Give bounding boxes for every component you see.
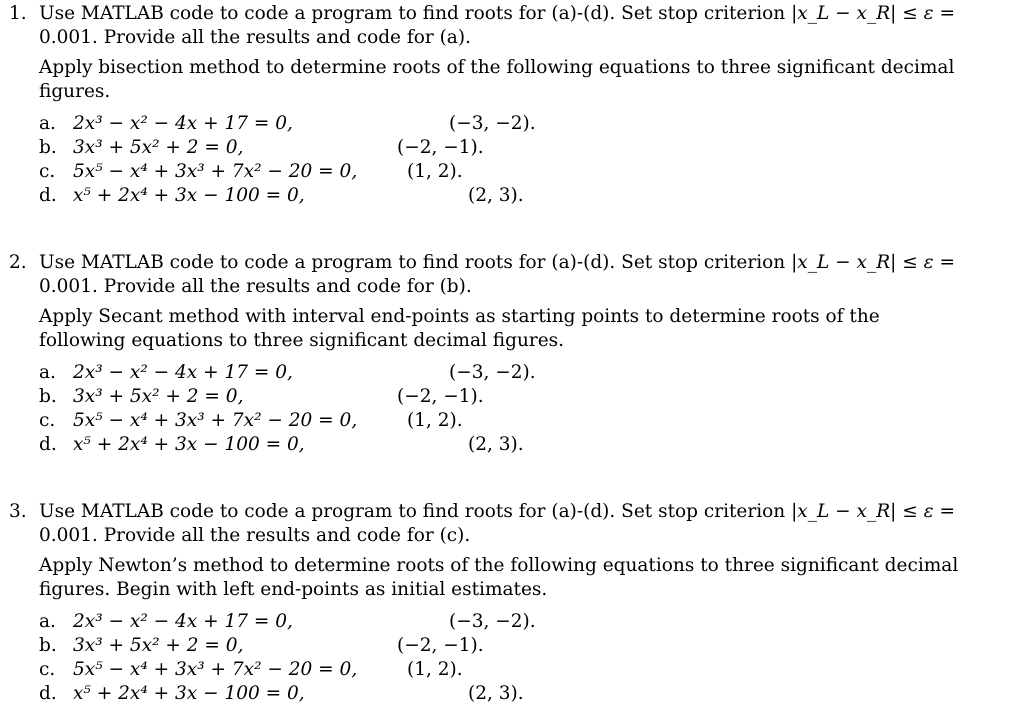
interval: (2, 3). xyxy=(468,434,524,455)
equation: 5x⁵ − x⁴ + 3x³ + 7x² − 20 = 0, xyxy=(73,161,358,182)
interval: (−2, −1). xyxy=(397,635,484,656)
interval: (2, 3). xyxy=(468,683,524,704)
equation: 5x⁵ − x⁴ + 3x³ + 7x² − 20 = 0, xyxy=(73,410,358,431)
equation-item-d xyxy=(39,433,939,457)
question-number: 2. xyxy=(9,252,27,273)
question-number: 3. xyxy=(9,501,27,522)
item-label: c. xyxy=(39,410,56,431)
item-label: a. xyxy=(39,362,56,383)
equation-item-c xyxy=(39,409,939,433)
question-intro xyxy=(39,251,955,275)
equation-item-a xyxy=(39,112,939,136)
interval: (1, 2). xyxy=(407,410,463,431)
equation-item-b xyxy=(39,136,939,160)
equation: 3x³ + 5x² + 2 = 0, xyxy=(73,635,244,656)
method-text-cont: figures. Begin with left end-points as initial estimates. xyxy=(39,579,548,600)
equation: x⁵ + 2x⁴ + 3x − 100 = 0, xyxy=(73,185,305,206)
interval: (−3, −2). xyxy=(449,611,536,632)
interval: (−2, −1). xyxy=(397,137,484,158)
item-label: b. xyxy=(39,386,57,407)
equation: 2x³ − x² − 4x + 17 = 0, xyxy=(73,113,293,134)
question-intro-cont: 0.001. Provide all the results and code for (c). xyxy=(39,525,471,546)
intro-text: Use MATLAB code to code a program to find roots for (a)-(d). Set stop criterion xyxy=(39,252,792,273)
equation-item-c xyxy=(39,160,939,184)
method-text-cont: following equations to three significant decimal figures. xyxy=(39,330,565,351)
equation-item-d xyxy=(39,184,939,208)
equation-item-b xyxy=(39,385,939,409)
equation-item-a xyxy=(39,361,939,385)
question-intro-cont: 0.001. Provide all the results and code for (b). xyxy=(39,276,472,297)
item-label: c. xyxy=(39,659,56,680)
item-label: a. xyxy=(39,611,56,632)
item-label: c. xyxy=(39,161,56,182)
equation-item-a xyxy=(39,610,939,634)
item-label: d. xyxy=(39,185,57,206)
question-intro xyxy=(39,2,955,26)
stop-criterion: |x_L − x_R| ≤ ε = xyxy=(791,501,955,522)
equation-item-c xyxy=(39,658,939,682)
interval: (2, 3). xyxy=(468,185,524,206)
question-intro-cont: 0.001. Provide all the results and code for (a). xyxy=(39,27,471,48)
method-text: Apply Secant method with interval end-points as starting points to determine roots of the xyxy=(39,306,880,327)
intro-text: Use MATLAB code to code a program to find roots for (a)-(d). Set stop criterion xyxy=(39,501,792,522)
equation: 2x³ − x² − 4x + 17 = 0, xyxy=(73,611,293,632)
equation-item-d xyxy=(39,682,939,706)
equation: 3x³ + 5x² + 2 = 0, xyxy=(73,386,244,407)
question-number: 1. xyxy=(9,3,27,24)
interval: (1, 2). xyxy=(407,659,463,680)
item-label: b. xyxy=(39,137,57,158)
equation-item-b xyxy=(39,634,939,658)
equation: 2x³ − x² − 4x + 17 = 0, xyxy=(73,362,293,383)
equation: 3x³ + 5x² + 2 = 0, xyxy=(73,137,244,158)
intro-text: Use MATLAB code to code a program to find roots for (a)-(d). Set stop criterion xyxy=(39,3,792,24)
interval: (1, 2). xyxy=(407,161,463,182)
item-label: d. xyxy=(39,683,57,704)
interval: (−2, −1). xyxy=(397,386,484,407)
item-label: b. xyxy=(39,635,57,656)
question-intro xyxy=(39,500,955,524)
stop-criterion: |x_L − x_R| ≤ ε = xyxy=(791,3,955,24)
equation: x⁵ + 2x⁴ + 3x − 100 = 0, xyxy=(73,683,305,704)
item-label: d. xyxy=(39,434,57,455)
method-text: Apply Newton’s method to determine roots of the following equations to three significant decimal xyxy=(39,555,959,576)
item-label: a. xyxy=(39,113,56,134)
equation: x⁵ + 2x⁴ + 3x − 100 = 0, xyxy=(73,434,305,455)
stop-criterion: |x_L − x_R| ≤ ε = xyxy=(791,252,955,273)
interval: (−3, −2). xyxy=(449,362,536,383)
method-text: Apply bisection method to determine roots of the following equations to three significant decimal xyxy=(39,57,955,78)
equation: 5x⁵ − x⁴ + 3x³ + 7x² − 20 = 0, xyxy=(73,659,358,680)
method-text-cont: figures. xyxy=(39,81,111,102)
interval: (−3, −2). xyxy=(449,113,536,134)
